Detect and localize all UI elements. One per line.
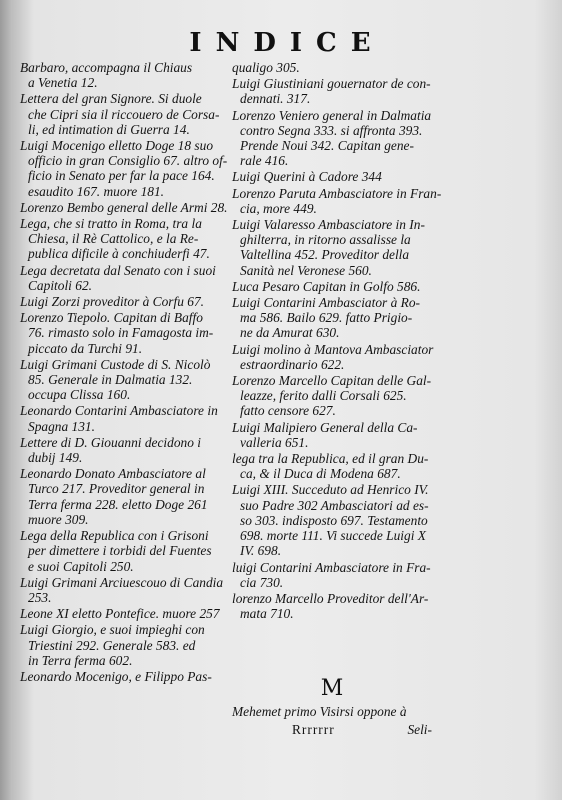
index-title: INDICE xyxy=(189,28,385,58)
entry-line: 253. xyxy=(28,589,52,605)
entry-line: publica dificile à conchiuderfi 47. xyxy=(28,246,210,262)
entry-line: piccato da Turchi 91. xyxy=(28,340,143,356)
entry-line: rale 416. xyxy=(240,153,289,169)
index-entry xyxy=(232,60,432,75)
entry-line: a Venetia 12. xyxy=(28,75,98,91)
index-entry xyxy=(232,217,432,278)
index-entry xyxy=(232,451,432,481)
entry-line: Luigi XIII. Succeduto ad Henrico IV. xyxy=(232,482,429,498)
right-column xyxy=(232,60,442,622)
entry-line: Turco 217. Proveditor general in xyxy=(28,481,205,497)
index-entry xyxy=(20,606,220,621)
section-letter: M xyxy=(320,676,344,701)
entry-line: so 303. indisposto 697. Testamento xyxy=(240,512,428,528)
entry-line: 698. morte 111. Vi succede Luigi X xyxy=(240,528,426,544)
entry-line: e suoi Capitoli 250. xyxy=(28,558,134,574)
entry-line: Lorenzo Marcello Capitan delle Gal- xyxy=(232,373,432,389)
entry-line: Luigi Mocenigo elletto Doge 18 suo xyxy=(20,138,214,154)
entry-line: che Cipri sia il riccouero de Corsa- xyxy=(28,106,220,122)
entry-line: Triestini 292. Generale 583. ed xyxy=(28,637,196,653)
index-entry xyxy=(232,185,442,216)
entry-line: per dimettere i torbidi del Fuentes xyxy=(28,543,212,559)
entry-line: qualigo 305. xyxy=(232,60,300,75)
entry-line: Capitoli 62. xyxy=(28,277,92,293)
index-entry xyxy=(232,169,432,184)
entry-line: lorenzo Marcello Proveditor dell'Ar- xyxy=(232,590,429,606)
index-entry xyxy=(232,295,432,341)
entry-line: Lorenzo Tiepolo. Capitan di Baffo xyxy=(20,310,203,326)
entry-line: ficio in Senato per far la pace 164. xyxy=(28,168,215,184)
entry-line: 76. rimasto solo in Famagosta im- xyxy=(28,325,214,341)
entry-line: Leonardo Mocenigo, e Filippo Pas- xyxy=(20,668,212,684)
entry-line: Barbaro, accompagna il Chiaus xyxy=(20,60,193,75)
entry-line: Lorenzo Veniero general in Dalmatia xyxy=(232,107,432,123)
entry-line: Luigi Giustiniani gouernator de con- xyxy=(232,76,431,92)
entry-line: li, ed intimation di Guerra 14. xyxy=(28,121,190,137)
index-entry xyxy=(20,216,220,262)
entry-line: Lega della Republica con i Grisoni xyxy=(20,528,209,544)
entry-line: lega tra la Republica, ed il gran Du- xyxy=(232,451,429,467)
entry-line: ma 586. Bailo 629. fatto Prigio- xyxy=(240,310,413,326)
index-entry xyxy=(20,138,228,199)
entry-line: in Terra ferma 602. xyxy=(28,652,133,668)
entry-line: Lettere di D. Giouanni decidono i xyxy=(20,434,201,450)
entry-line: Luigi Querini à Cadore 344 xyxy=(232,169,382,185)
entry-line: ca, & il Duca di Modena 687. xyxy=(240,466,401,482)
entry-line: cia, more 449. xyxy=(240,200,317,216)
index-entry xyxy=(20,528,220,574)
entry-line: Lega decretata dal Senato con i suoi xyxy=(20,262,216,278)
signature-mark: Rrrrrrr xyxy=(292,722,335,737)
index-entry xyxy=(232,591,432,621)
entry-line: Terra ferma 228. eletto Doge 261 xyxy=(28,496,208,512)
index-entry xyxy=(232,279,432,294)
index-entry xyxy=(20,91,220,137)
entry-line: Luigi Valaresso Ambasciatore in In- xyxy=(232,217,425,233)
entry-line: Luigi Contarini Ambasciator à Ro- xyxy=(232,295,420,311)
entry-line: occupa Clissa 160. xyxy=(28,387,131,403)
entry-line: mata 710. xyxy=(240,606,294,622)
entry-line: Prende Noui 342. Capitan gene- xyxy=(240,138,414,154)
entry-line: ghilterra, in ritorno assalisse la xyxy=(240,232,411,248)
index-entry xyxy=(20,403,220,433)
entry-line: dennati. 317. xyxy=(240,91,311,107)
entry-line: Luigi Malipiero General della Ca- xyxy=(232,419,418,435)
entry-line: Leonardo Contarini Ambasciatore in xyxy=(20,403,218,419)
entry-line: Lettera del gran Signore. Si duole xyxy=(20,91,202,107)
catchword: Seli- xyxy=(407,722,432,737)
entry-line: Valtellina 452. Proveditor della xyxy=(240,247,410,263)
entry-line: Luca Pesaro Capitan in Golfo 586. xyxy=(232,278,421,294)
entry-line: luigi Contarini Ambasciatore in Fra- xyxy=(232,559,431,575)
section-m-entries xyxy=(232,704,432,719)
entry-line: Luigi Grimani Custode di S. Nicolò xyxy=(20,356,211,372)
entry-line: Chiesa, il Rè Cattolico, e la Re- xyxy=(28,231,199,247)
index-entry xyxy=(20,60,220,90)
index-entry xyxy=(20,357,220,403)
entry-line: 85. Generale in Dalmatia 132. xyxy=(28,372,193,388)
entry-line: Lega, che si tratto in Roma, tra la xyxy=(20,216,202,232)
index-entry xyxy=(20,435,220,465)
index-entry xyxy=(20,263,220,293)
entry-line: estraordinario 622. xyxy=(240,356,345,372)
index-entry xyxy=(20,294,220,309)
index-entry xyxy=(232,482,432,558)
entry-line: Luigi Giorgio, e suoi impieghi con xyxy=(20,622,205,638)
entry-line: contro Segna 333. si affronta 393. xyxy=(240,122,423,138)
entry-line: Leone XI eletto Pontefice. muore 257 xyxy=(20,606,220,622)
entry-line: Luigi Grimani Arciuescouo di Candia xyxy=(20,574,224,590)
entry-line: Luigi molino à Mantova Ambasciator xyxy=(232,341,434,357)
index-entry xyxy=(232,420,432,450)
entry-line: leazze, ferito dalli Corsali 625. xyxy=(240,388,407,404)
entry-line: cia 730. xyxy=(240,574,284,590)
entry-line: fatto censore 627. xyxy=(240,403,336,419)
entry-line: Lorenzo Bembo general delle Armi 28. xyxy=(20,199,228,215)
entry-line: Mehemet primo Visirsi oppone à xyxy=(232,704,407,719)
entry-line: valleria 651. xyxy=(240,434,309,450)
entry-line: suo Padre 302 Ambasciatori ad es- xyxy=(240,497,429,513)
book-spine xyxy=(0,0,12,800)
entry-line: Leonardo Donato Ambasciatore al xyxy=(20,466,206,482)
entry-line: ne da Amurat 630. xyxy=(240,325,340,341)
left-column xyxy=(20,60,228,685)
entry-line: IV. 698. xyxy=(240,543,282,559)
entry-line: Sanità nel Veronese 560. xyxy=(240,262,372,278)
entry-line: esaudito 167. muore 181. xyxy=(28,183,165,199)
index-entry xyxy=(232,108,432,169)
index-entry xyxy=(232,76,432,106)
entry-line: officio in gran Consiglio 67. altro of- xyxy=(28,153,228,169)
index-entry xyxy=(232,560,432,590)
entry-line: Luigi Zorzi proveditor à Corfu 67. xyxy=(20,294,205,310)
index-entry xyxy=(20,574,224,605)
index-entry xyxy=(232,373,432,419)
index-entry xyxy=(20,199,228,215)
index-entry xyxy=(20,669,220,684)
index-entry xyxy=(20,622,220,668)
index-entry xyxy=(20,466,220,527)
entry-line: Spagna 131. xyxy=(28,418,95,434)
entry-line: muore 309. xyxy=(28,511,89,527)
index-entry xyxy=(232,342,432,372)
entry-line: Lorenzo Paruta Ambasciatore in Fran- xyxy=(232,185,442,201)
entry-line: dubij 149. xyxy=(28,450,83,466)
index-entry xyxy=(20,310,220,356)
